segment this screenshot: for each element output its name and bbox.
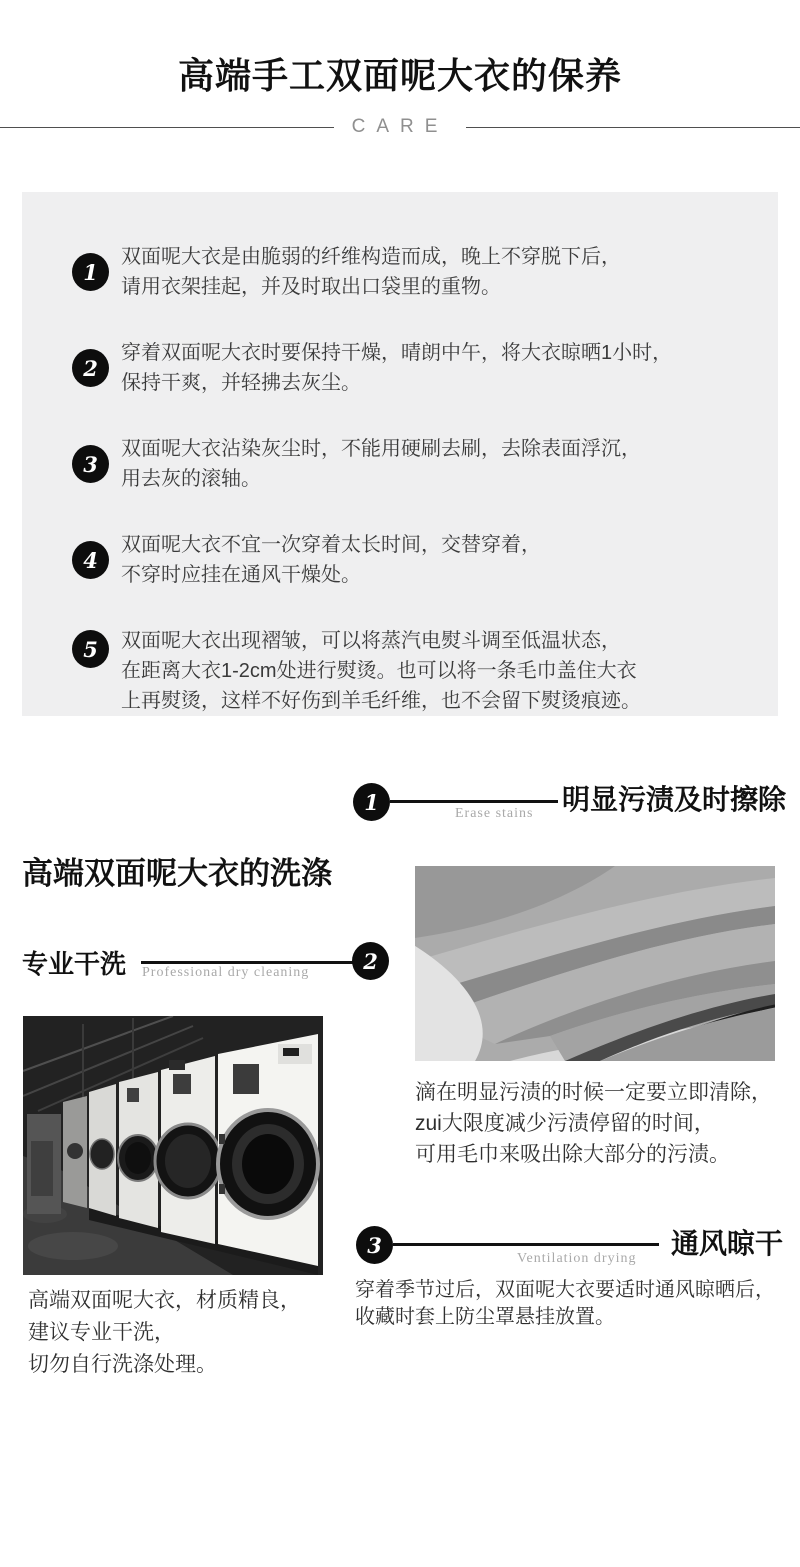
step-2-number: 2 [83, 355, 98, 381]
marker-2-line [141, 961, 353, 964]
step-1-number: 1 [83, 259, 98, 285]
stain-line-1: 滴在明显污渍的时候一定要立即清除， [415, 1081, 772, 1104]
care-item-5-text [121, 626, 641, 716]
marker-2-badge [352, 942, 389, 980]
ventilation-line-2: 收藏时套上防尘罩悬挂放置。 [355, 1306, 615, 1328]
stain-paragraph [415, 1077, 772, 1170]
erase-stains-label: 明显污渍及时擦除 [562, 784, 787, 815]
care-item-4-line-2: 不穿时应挂在通风干燥处。 [121, 564, 361, 586]
care-subtitle: CARE [351, 116, 449, 137]
care-item-5-line-3: 上再熨烫，这样不好伤到羊毛纤维，也不会留下熨烫痕迹。 [121, 690, 641, 712]
ventilation-line-1: 穿着季节过后，双面呢大衣要适时通风晾晒后， [355, 1279, 775, 1301]
care-item-1-text [121, 242, 621, 302]
stain-line-2: zui大限度减少污渍停留的时间， [415, 1112, 715, 1135]
care-item-1-line-2: 请用衣架挂起，并及时取出口袋里的重物。 [121, 276, 501, 298]
marker-1-line [390, 800, 558, 803]
marker-3-badge [356, 1226, 393, 1264]
dry-clean-line-1: 高端双面呢大衣，材质精良， [28, 1289, 301, 1312]
care-item-2 [72, 338, 738, 398]
laundry-machines-photo [23, 1016, 323, 1275]
dry-clean-caption: Professional dry cleaning [142, 965, 310, 980]
ventilation-paragraph [355, 1277, 775, 1331]
page-title: 高端手工双面呢大衣的保养 [177, 55, 622, 96]
care-item-4-text [121, 530, 541, 590]
divider-line-right [466, 127, 800, 128]
washing-section [0, 716, 800, 1511]
erase-stains-caption: Erase stains [455, 806, 534, 821]
step-5-badge [72, 630, 109, 668]
care-item-2-line-2: 保持干爽，并轻拂去灰尘。 [121, 372, 361, 394]
care-item-4 [72, 530, 738, 590]
care-item-2-line-1: 穿着双面呢大衣时要保持干燥，晴朗中午，将大衣晾晒1小时， [121, 342, 673, 364]
care-item-2-text [121, 338, 672, 398]
care-item-4-line-1: 双面呢大衣不宜一次穿着太长时间，交替穿着， [121, 534, 541, 556]
care-item-5 [72, 626, 738, 716]
washing-title: 高端双面呢大衣的洗涤 [22, 856, 332, 891]
fabric-photo [415, 866, 775, 1061]
ventilation-caption: Ventilation drying [517, 1251, 637, 1266]
care-item-3 [72, 434, 738, 494]
divider-line-left [0, 127, 334, 128]
dry-clean-line-2: 建议专业干洗， [28, 1321, 175, 1344]
step-4-badge [72, 541, 109, 579]
step-3-badge [72, 445, 109, 483]
marker-2-number: 2 [363, 948, 378, 974]
marker-3-number: 3 [367, 1232, 382, 1258]
care-item-5-line-2: 在距离大衣1-2cm处进行熨烫。也可以将一条毛巾盖住大衣 [121, 660, 637, 682]
step-3-number: 3 [83, 451, 98, 477]
step-2-badge [72, 349, 109, 387]
marker-3-line [393, 1243, 659, 1246]
care-instructions-box [22, 192, 778, 716]
step-4-number: 4 [83, 547, 98, 573]
care-item-3-line-1: 双面呢大衣沾染灰尘时，不能用硬刷去刷，去除表面浮沉， [121, 438, 641, 460]
care-item-3-text [121, 434, 641, 494]
step-1-badge [72, 253, 109, 291]
dry-clean-line-3: 切勿自行洗涤处理。 [28, 1353, 217, 1376]
care-item-5-line-1: 双面呢大衣出现褶皱，可以将蒸汽电熨斗调至低温状态， [121, 630, 621, 652]
dry-clean-paragraph [28, 1285, 301, 1381]
stain-line-3: 可用毛巾来吸出除大部分的污渍。 [415, 1143, 730, 1166]
marker-1-number: 1 [364, 789, 379, 815]
ventilation-label: 通风晾干 [671, 1228, 784, 1259]
care-divider [0, 116, 800, 138]
marker-1-badge [353, 783, 390, 821]
step-5-number: 5 [83, 636, 98, 662]
care-item-1 [72, 242, 738, 302]
care-item-3-line-2: 用去灰的滚轴。 [121, 468, 261, 490]
dry-clean-label: 专业干洗 [22, 949, 127, 979]
care-item-1-line-1: 双面呢大衣是由脆弱的纤维构造而成，晚上不穿脱下后， [121, 246, 621, 268]
